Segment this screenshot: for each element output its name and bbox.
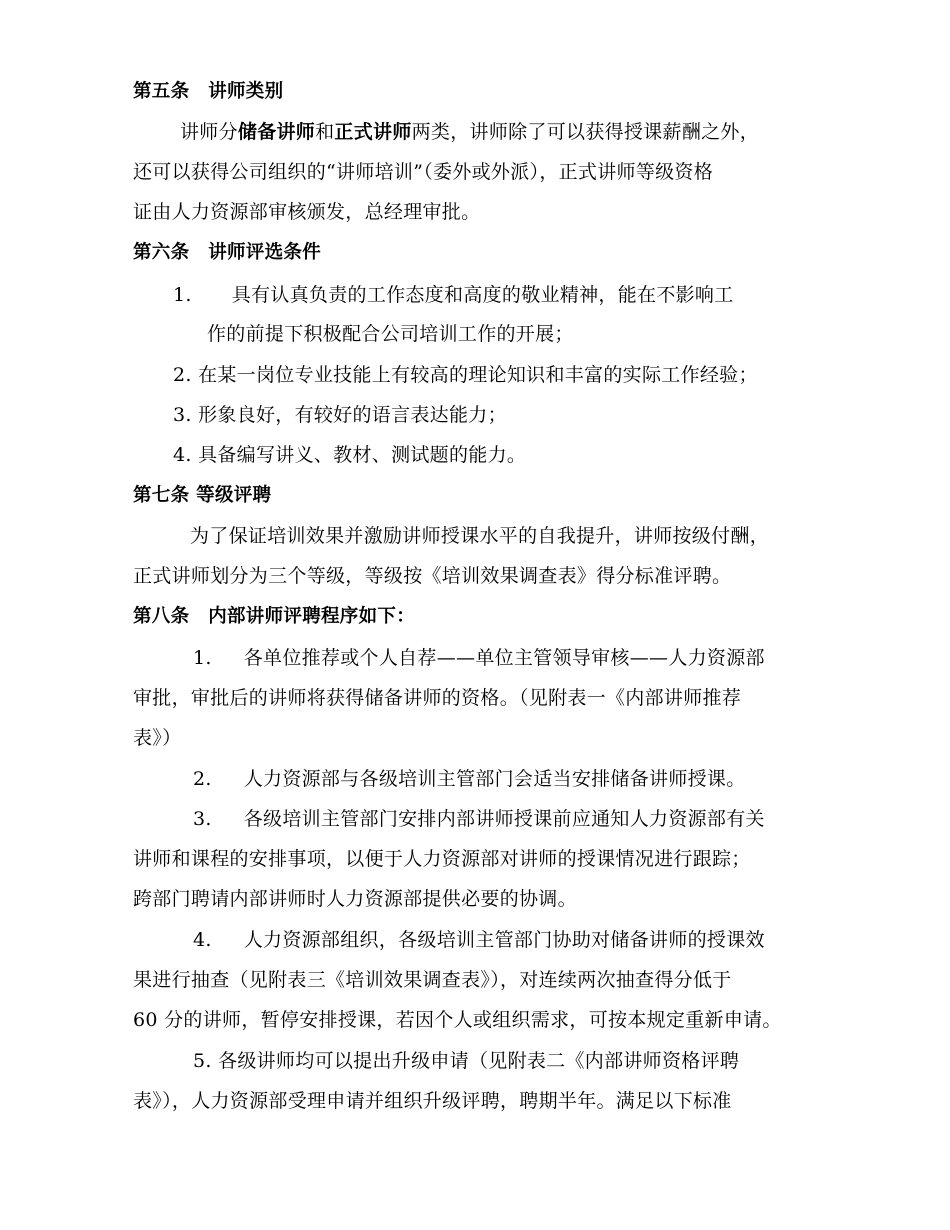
article-8-step-3-line-1 <box>193 806 765 832</box>
text-segment: 讲师分 <box>180 121 238 143</box>
text-segment: 各级培训主管部门安排内部讲师授课前应通知人力资源部有关 <box>243 808 765 830</box>
article-8-step-5-line-1: 5. 各级讲师均可以提出升级申请（见附表二《内部讲师资格评聘 <box>193 1050 740 1072</box>
list-number: 4. <box>193 929 212 951</box>
list-number: 1. <box>173 284 192 306</box>
article-6-item-1-line-1 <box>173 282 734 308</box>
article-5-paragraph-line-2: 还可以获得公司组织的“讲师培训”（委外或外派），正式讲师等级资格 <box>133 161 714 183</box>
text-segment: 具有认真负责的工作态度和高度的敬业精神，能在不影响工 <box>231 284 734 306</box>
list-number: 1. <box>193 647 212 669</box>
article-8-step-3-line-2: 讲师和课程的安排事项，以便于人力资源部对讲师的授课情况进行跟踪； <box>133 848 751 870</box>
text-segment: 和 <box>315 121 335 143</box>
article-8-step-4-line-2: 果进行抽查（见附表三《培训效果调查表》），对连续两次抽查得分低于 <box>133 969 732 991</box>
article-5-paragraph-line-1 <box>180 119 759 145</box>
article-5-heading: 第五条 讲师类别 <box>133 81 284 102</box>
article-8-step-4-line-3: 60 分的讲师，暂停安排授课，若因个人或组织需求，可按本规定重新申请。 <box>133 1009 782 1031</box>
article-8-step-5-line-2: 表》），人力资源部受理申请并组织升级评聘，聘期半年。满足以下标准 <box>133 1090 732 1112</box>
article-6-item-2: 2. 在某一岗位专业技能上有较高的理论知识和丰富的实际工作经验； <box>173 364 758 386</box>
article-7-paragraph-line-2: 正式讲师划分为三个等级，等级按《培训效果调查表》得分标准评聘。 <box>133 565 732 587</box>
list-number: 3. <box>193 808 212 830</box>
article-8-step-1-line-1 <box>193 645 765 671</box>
text-segment: 人力资源部与各级培训主管部门会适当安排储备讲师授课。 <box>243 768 746 790</box>
text-segment: 两类，讲师除了可以获得授课薪酬之外， <box>411 121 760 143</box>
bold-term-reserve-lecturer: 储备讲师 <box>237 121 316 143</box>
article-8-step-1-line-3: 表》） <box>133 727 182 749</box>
article-8-step-3-line-3: 跨部门聘请内部讲师时人力资源部提供必要的协调。 <box>133 888 577 910</box>
article-6-heading: 第六条 讲师评选条件 <box>133 242 322 263</box>
text-segment: 人力资源部组织，各级培训主管部门协助对储备讲师的授课效 <box>243 929 765 951</box>
article-6-item-3: 3. 形象良好，有较好的语言表达能力； <box>173 404 507 426</box>
article-7-heading: 第七条 等级评聘 <box>133 485 272 506</box>
article-8-step-1-line-2: 审批，审批后的讲师将获得储备讲师的资格。（见附表一《内部讲师推荐 <box>133 687 742 709</box>
article-6-item-4: 4. 具备编写讲义、教材、测试题的能力。 <box>173 444 527 466</box>
article-8-step-4-line-1 <box>193 927 765 953</box>
bold-term-formal-lecturer: 正式讲师 <box>334 121 412 143</box>
article-7-paragraph-line-1: 为了保证培训效果并激励讲师授课水平的自我提升，讲师按级付酬， <box>190 525 770 547</box>
article-6-item-1-line-2: 作的前提下积极配合公司培训工作的开展； <box>207 323 574 345</box>
article-8-heading: 第八条 内部讲师评聘程序如下： <box>133 606 416 627</box>
text-segment: 各单位推荐或个人自荐——单位主管领导审核——人力资源部 <box>243 647 765 669</box>
article-8-step-2 <box>193 766 746 792</box>
list-number: 2. <box>193 768 212 790</box>
article-5-paragraph-line-3: 证由人力资源部审核颁发，总经理审批。 <box>133 201 481 223</box>
